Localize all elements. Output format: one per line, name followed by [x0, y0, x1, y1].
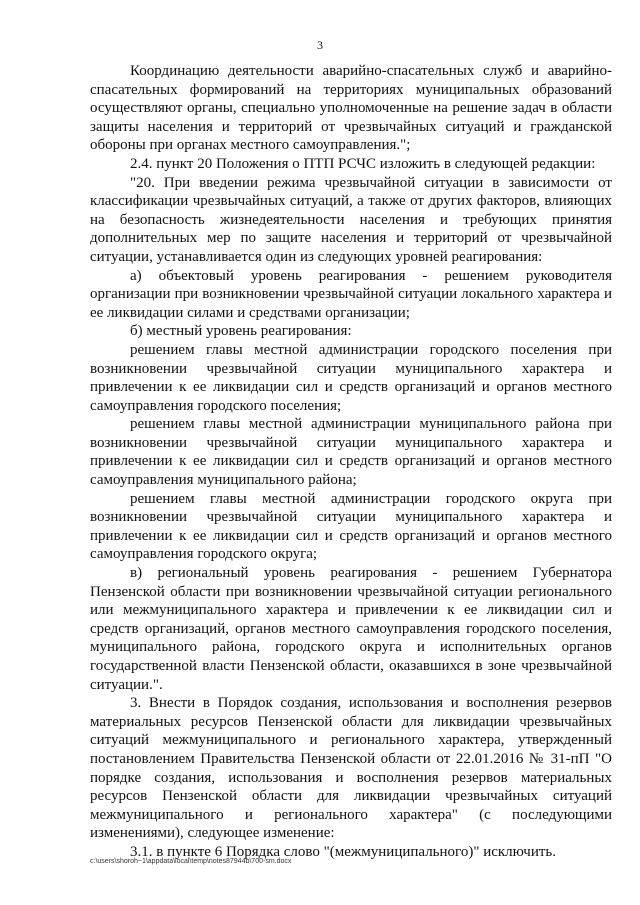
paragraph-object-level: а) объектовый уровень реагирования - решением руководителя организации при возникновении чрезвычайной ситуации локального характера и ее ликвидации силами и средствами организации; [90, 267, 612, 321]
paragraph-local-level: б) местный уровень реагирования: [130, 323, 352, 340]
paragraph-2-4: 2.4. пункт 20 Положения о ПТП РСЧС изложить в следующей редакции: [130, 155, 596, 172]
document-body [90, 62, 612, 862]
paragraph-coordination: Координацию деятельности аварийно-спасательных служб и аварийно-спасательных формирований на территориях муниципальных образований осуществляют органы, специально уполномоченные на решение задач в области защиты населения и территорий от чрезвычайных ситуаций и гражданской обороны при органах местного самоуправления."; [90, 63, 612, 154]
paragraph-urban-district: решением главы местной администрации городского округа при возникновении чрезвычайной ситуации муниципального характера и привлечении к ее ликвидации сил и средств организаций и органов местного самоуправления городского округа; [90, 490, 612, 563]
paragraph-point-20: "20. При введении режима чрезвычайной ситуации в зависимости от классификации чрезвычайных ситуаций, а также от других факторов, влияющих на безопасность жизнедеятельности населения и требующих принятия дополнительных мер по защите населения и территорий от чрезвычайной ситуации, устанавливается один из следующих уровней реагирования: [90, 174, 612, 265]
paragraph-section-3: 3. Внести в Порядок создания, использования и восполнения резервов материальных ресурсов Пензенской области для ликвидации чрезвычайных ситуаций межмуниципального и регионального характера, утвержденный постановлением Правительства Пензенской области от 22.01.2016 № 31-пП "О порядке создания, использования и восполнения резервов материальных ресурсов Пензенской области для ликвидации чрезвычайных ситуаций межмуниципального и регионального характера" (с последующими изменениями), следующее изменение: [90, 695, 612, 842]
paragraph-urban-settlement: решением главы местной администрации городского поселения при возникновении чрезвычайной ситуации муниципального характера и привлечении к ее ликвидации сил и средств организаций и органов местного самоуправления городского поселения; [90, 341, 612, 414]
paragraph-regional-level: в) региональный уровень реагирования - решением Губернатора Пензенской области при возникновении чрезвычайной ситуации регионального или межмуниципального характера и привлечении к ее ликвидации сил и средств организаций, органов местного самоуправления городского поселения, муниципального района, городского округа и исполнительных органов государственной власти Пензенской области, оказавшихся в зоне чрезвычайной ситуации.". [90, 565, 612, 693]
paragraph-3-1: 3.1. в пункте 6 Порядка слово "(межмуниципального)" исключить. [130, 843, 557, 860]
paragraph-municipal-district: решением главы местной администрации муниципального района при возникновении чрезвычайной ситуации муниципального характера и привлечении к ее ликвидации сил и средств организаций и органов местного самоуправления муниципального района; [90, 416, 612, 489]
page-number: 3 [317, 38, 323, 52]
footer-file-path: c:\users\shoroh~1\appdata\local\temp\notes87944b\700-sm.docx [90, 858, 292, 865]
